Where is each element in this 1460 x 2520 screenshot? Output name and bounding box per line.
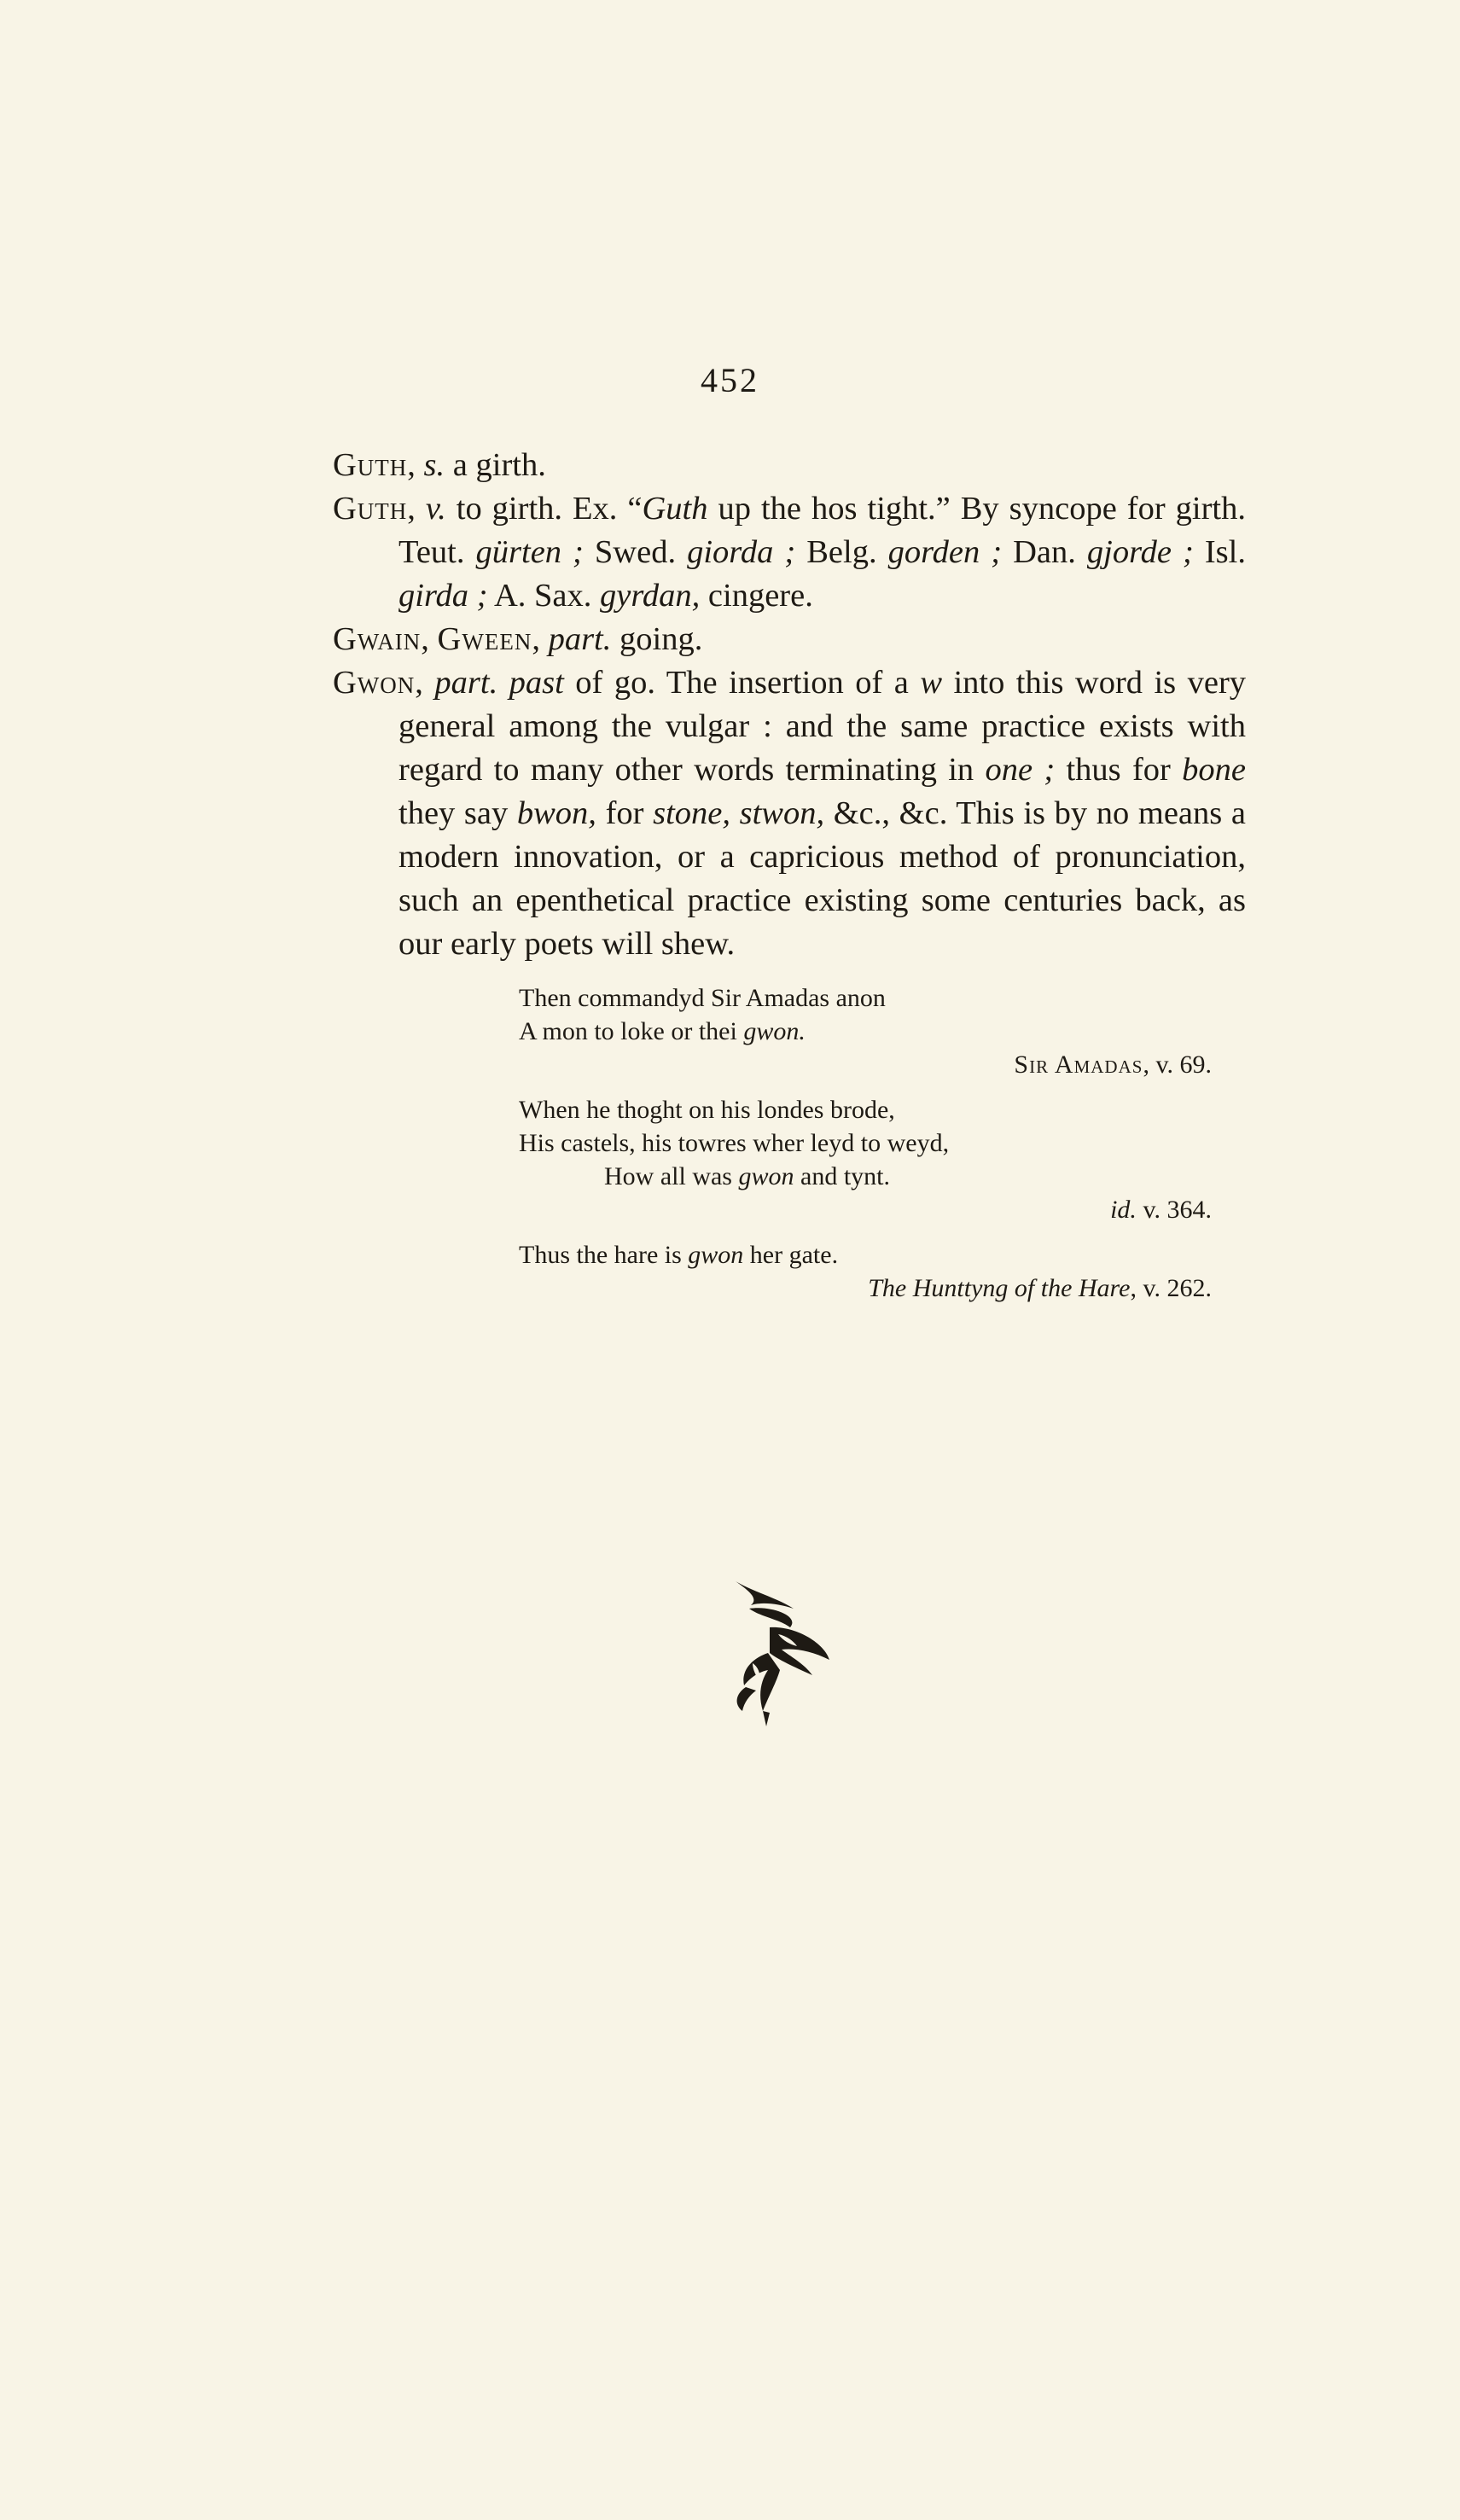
source-ref: v. 364. <box>1136 1196 1212 1224</box>
headword: Gween <box>437 621 532 657</box>
cognate-word: gjorde ; <box>1086 534 1194 570</box>
definition-text: Swed. <box>583 534 688 570</box>
verse-text: her gate. <box>743 1241 839 1269</box>
definition-text: up the hos tight.” By syncope for girth. Teut. <box>398 491 1246 570</box>
entry-guth-noun: Guth, s. a girth. <box>333 447 546 483</box>
verse-text: Thus the hare is <box>519 1241 689 1269</box>
verse-line <box>519 1160 1212 1193</box>
cognate-word: giorda ; <box>687 534 796 570</box>
headword: Guth <box>333 447 408 483</box>
source-ref: , v. 69. <box>1143 1050 1212 1079</box>
definition-text: thus for <box>1055 752 1183 788</box>
verse-text: How all was <box>604 1162 739 1190</box>
definition-text: Belg. <box>795 534 888 570</box>
italic-letter: w <box>920 665 942 701</box>
grammar-label: s. <box>423 447 445 483</box>
cognate-word: gorden ; <box>887 534 1003 570</box>
definition-text: &c., &c. This is by no means a modern innovation, or a capricious method of pronunciation, such an epenthetical practice existing some centuries back, as our early poets will shew. <box>398 795 1246 962</box>
verse-text: and tynt. <box>794 1162 890 1190</box>
verse-source <box>519 1048 1212 1081</box>
example-word: Guth <box>642 491 708 527</box>
cognate-word: gürten ; <box>475 534 584 570</box>
source-title: The Hunttyng of the Hare <box>868 1274 1131 1302</box>
headword: Gwon <box>333 665 416 701</box>
definition-text: A. Sax. <box>487 578 601 614</box>
verse-italic: gwon. <box>743 1017 806 1045</box>
verse-line: Then commandyd Sir Amadas anon <box>519 984 886 1012</box>
grammar-label: part. past <box>434 665 564 701</box>
grammar-label: v. <box>425 491 446 527</box>
verse-source <box>519 1272 1212 1305</box>
entry-guth-verb: Guth, v. to girth. Ex. “Guth up the hos tight.” By syncope for girth. Teut. gürten ; Swed. giorda ; Belg. gorden ; Dan. gjorde ; Isl. girda ; A. Sax. gyrdan, cingere. <box>333 491 1246 614</box>
definition-text: of go. The insertion of a <box>563 665 921 701</box>
italic-word: stone, stwon, <box>653 795 825 831</box>
verse-line <box>519 1015 1212 1048</box>
source-ref: , v. 262. <box>1130 1274 1212 1302</box>
italic-word: one ; <box>985 752 1056 788</box>
definition-text: they say <box>398 795 517 831</box>
dictionary-entries <box>333 444 1246 1305</box>
entry-gwain-gween: Gwain, Gween, part. going. <box>333 621 703 657</box>
verse-italic: gwon <box>688 1241 744 1269</box>
definition: going. <box>619 621 703 657</box>
definition-text: into this word is very general among the vulgar : and the same practice exists with regard to many other words terminating in <box>398 665 1247 788</box>
cognate-word: girda ; <box>398 578 488 614</box>
definition: a girth. <box>452 447 546 483</box>
verse-line <box>519 1238 1212 1272</box>
definition-text: for <box>596 795 654 831</box>
verse-line: When he thoght on his londes brode, <box>519 1096 895 1124</box>
page-number: 452 <box>701 361 759 399</box>
verse-quotations <box>519 981 1212 1305</box>
fleuron-ornament-icon <box>718 1574 838 1728</box>
source-title: Sir Amadas <box>1014 1050 1143 1079</box>
definition-text: cingere. <box>700 578 813 614</box>
cognate-word: gyrdan, <box>600 578 701 614</box>
source-title: id. <box>1110 1196 1137 1224</box>
definition-text: Isl. <box>1193 534 1246 570</box>
headword: Gwain <box>333 621 422 657</box>
verse-source <box>519 1193 1212 1226</box>
definition-text: Dan. <box>1002 534 1087 570</box>
definition-text: to girth. Ex. “ <box>456 491 643 527</box>
grammar-label: part. <box>548 621 612 657</box>
italic-word: bwon, <box>516 795 596 831</box>
verse-text: A mon to loke or thei <box>519 1017 744 1045</box>
italic-word: bone <box>1182 752 1246 788</box>
verse-italic: gwon <box>738 1162 794 1190</box>
verse-line: His castels, his towres wher leyd to weyd, <box>519 1129 950 1157</box>
separator: , <box>421 621 438 657</box>
entry-gwon: Gwon, part. past of go. The insertion of a w into this word is very general among the vulgar : and the same practice exists with regard to many other words terminating in one ; thus for bone they say bwon, for stone, stwon, &c., &c. This is by no means a modern innovation, or a capricious method of pronunciation, such an epenthetical practice existing some centuries back, as our early poets will shew. <box>333 665 1247 962</box>
headword: Guth <box>333 491 408 527</box>
